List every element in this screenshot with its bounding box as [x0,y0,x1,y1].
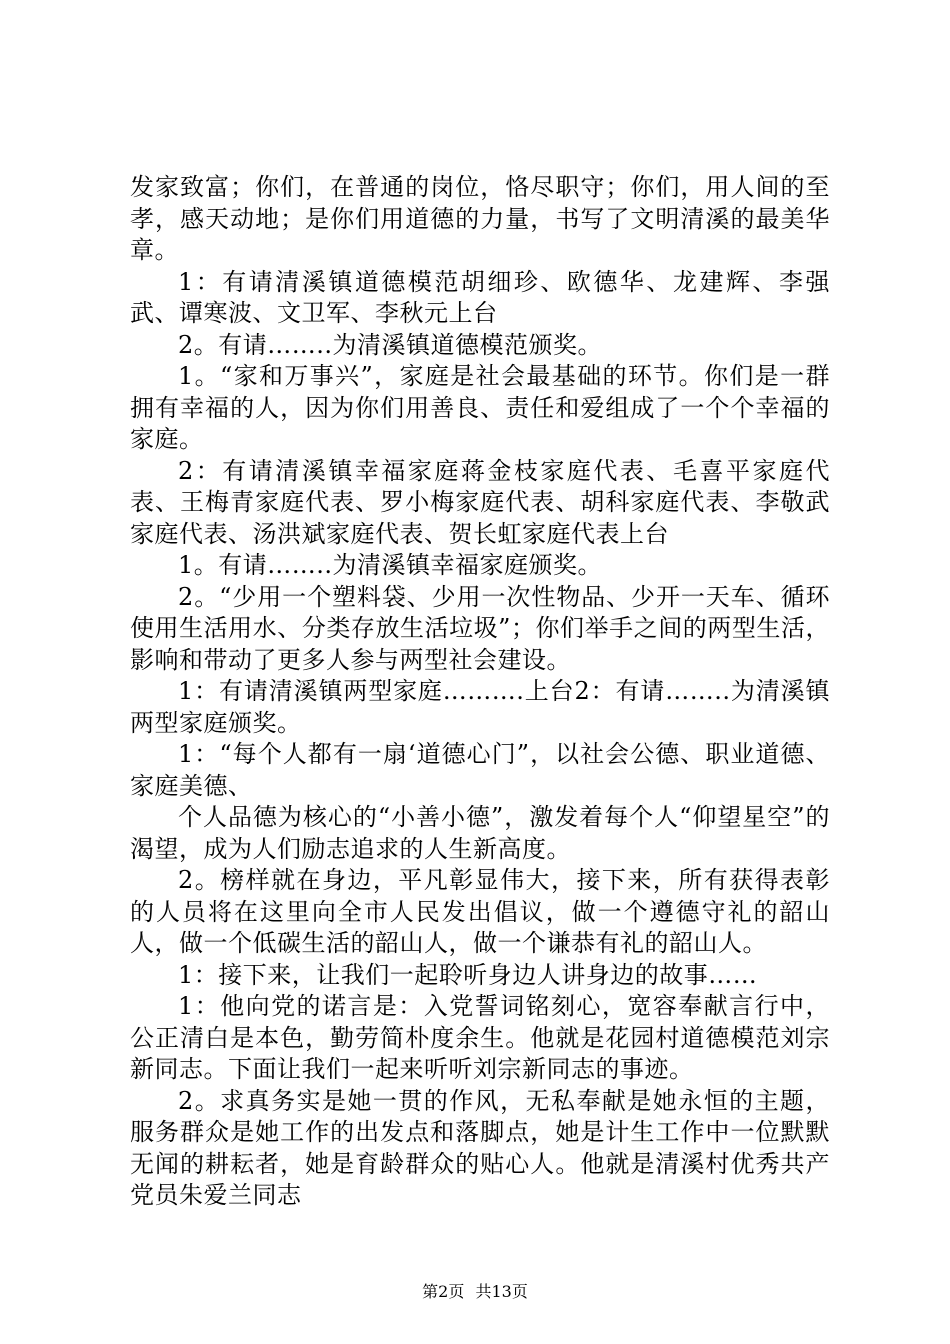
paragraph: 2：有请清溪镇幸福家庭蒋金枝家庭代表、毛喜平家庭代表、王梅青家庭代表、罗小梅家庭代表、胡科家庭代表、李敬武家庭代表、汤洪斌家庭代表、贺长虹家庭代表上台 [130,456,830,548]
paragraph: 1：“每个人都有一扇‘道德心门”，以社会公德、职业道德、家庭美德、 [130,740,830,800]
paragraph: 发家致富；你们，在普通的岗位，恪尽职守；你们，用人间的至孝，感天动地；是你们用道德的力量，书写了文明清溪的最美华章。 [130,173,830,264]
paragraph: 1。有请……..为清溪镇幸福家庭颁奖。 [178,551,603,579]
page-total: 共13页 [475,1282,528,1301]
paragraph: 2。有请……..为清溪镇道德模范颁奖。 [178,330,603,359]
paragraph: 1：有请清溪镇两型家庭……….上台2：有请……..为清溪镇两型家庭颁奖。 [130,677,830,737]
paragraph: 1：有请清溪镇道德模范胡细珍、欧德华、龙建辉、李强武、谭寒波、文卫军、李秋元上台 [130,267,830,327]
paragraph: 2。榜样就在身边，平凡彰显伟大，接下来，所有获得表彰的人员将在这里向全市人民发出倡议，做一个遵德守礼的韶山人，做一个低碳生活的韶山人，做一个谦恭有礼的韶山人。 [130,866,830,957]
paragraph: 个人品德为核心的“小善小德”，激发着每个人“仰望星空”的渴望，成为人们励志追求的人生新高度。 [130,803,830,863]
paragraph: 2。求真务实是她一贯的作风，无私奉献是她永恒的主题，服务群众是她工作的出发点和落脚点，她是计生工作中一位默默无闻的耕耘者，她是育龄群众的贴心人。他就是清溪村优秀共产党员朱爱兰同志 [130,1086,830,1209]
document-body [130,172,830,1212]
paragraph: 2。“少用一个塑料袋、少用一次性物品、少开一天车、循环使用生活用水、分类存放生活垃圾”；你们举手之间的两型生活，影响和带动了更多人参与两型社会建设。 [130,582,830,674]
paragraph: 1：他向党的诺言是：入党誓词铭刻心，宽容奉献言行中，公正清白是本色，勤劳简朴度余生。他就是花园村道德模范刘宗新同志。下面让我们一起来听听刘宗新同志的事迹。 [130,992,830,1083]
paragraph: 1：接下来，让我们一起聆听身边人讲身边的故事…… [178,960,758,989]
paragraph: 1。“家和万事兴”，家庭是社会最基础的环节。你们是一群拥有幸福的人，因为你们用善良、责任和爱组成了一个个幸福的家庭。 [130,362,830,453]
page-footer [0,1282,950,1302]
page-number: 第2页 [422,1282,465,1301]
